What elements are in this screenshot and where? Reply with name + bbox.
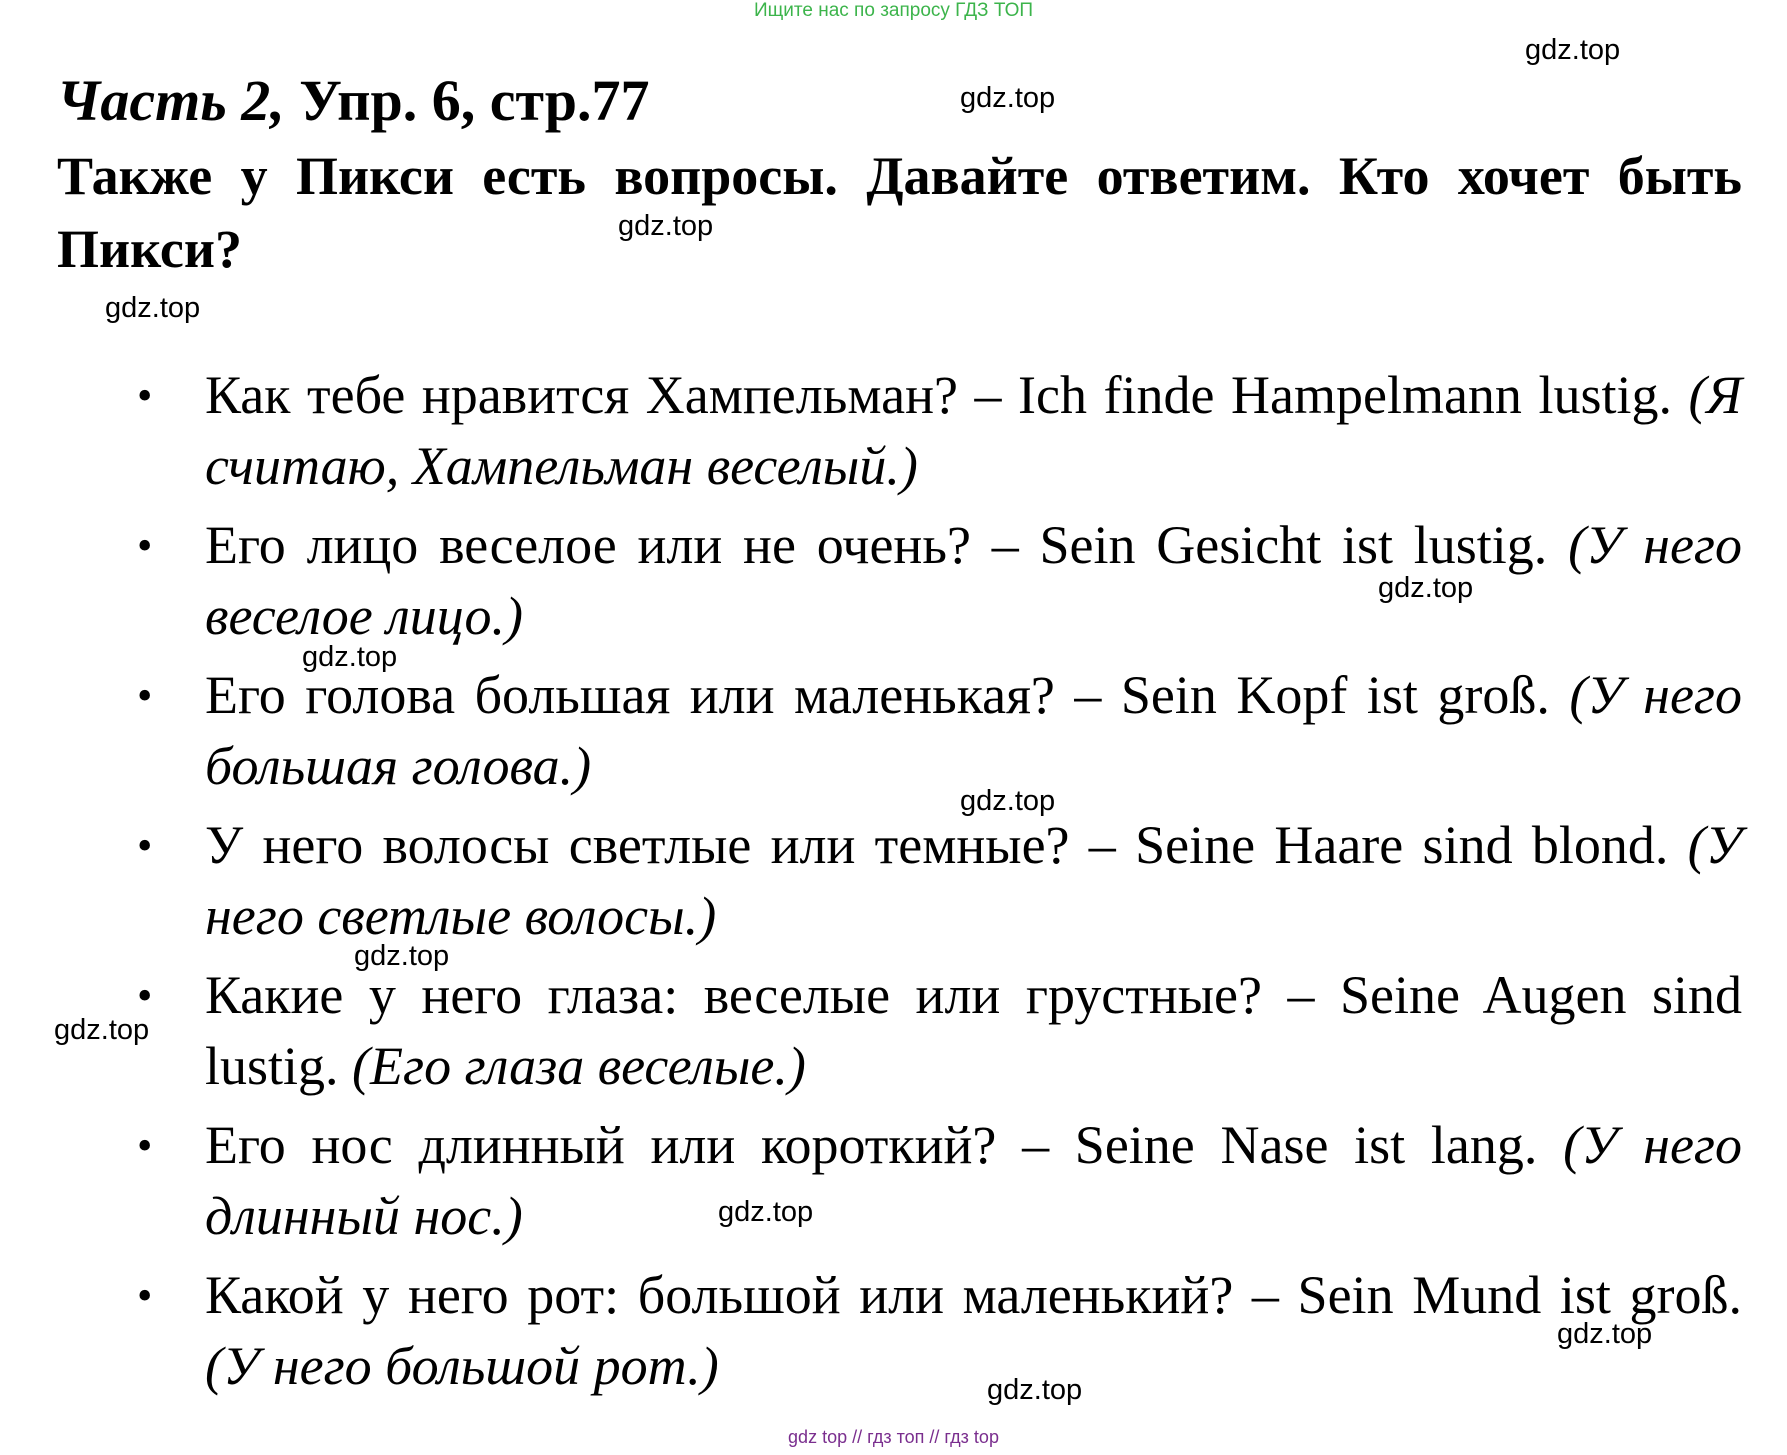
bullet-icon: • (137, 971, 153, 1020)
list-item (137, 960, 1742, 1102)
list-item (137, 1110, 1742, 1252)
title-part: Часть 2, (57, 68, 285, 133)
bullet-icon: • (137, 821, 153, 870)
question-answer: Его лицо веселое или не очень? – Sein Gesicht ist lustig. (205, 515, 1569, 575)
watermark: gdz.top (1525, 34, 1621, 66)
list-item (137, 360, 1742, 502)
bullet-icon: • (137, 1121, 153, 1170)
footer-watermark: gdz top // гдз топ // гдз top (788, 1427, 999, 1447)
top-banner: Ищите нас по запросу ГДЗ ТОП (753, 0, 1034, 21)
watermark: gdz.top (1557, 1318, 1653, 1350)
bullet-icon: • (137, 521, 153, 570)
translation: (У него веселое лицо.) (205, 515, 1742, 646)
list-item (137, 1260, 1742, 1402)
watermark: gdz.top (987, 1374, 1083, 1406)
bullet-icon: • (137, 371, 153, 420)
page-title (57, 66, 649, 136)
list-item (137, 810, 1742, 952)
qa-list (137, 360, 1742, 1410)
question-answer: У него волосы светлые или темные? – Seine Haare sind blond. (205, 815, 1688, 875)
question-answer: Какой у него рот: большой или маленький? – Sein Mund ist groß. (205, 1265, 1742, 1325)
watermark: gdz.top (1378, 572, 1474, 604)
watermark: gdz.top (54, 1014, 150, 1046)
watermark: gdz.top (105, 292, 201, 324)
translation: (У него большой рот.) (205, 1336, 719, 1396)
translation: (Его глаза веселые.) (352, 1036, 806, 1096)
watermark: gdz.top (354, 940, 450, 972)
list-item (137, 510, 1742, 652)
title-rest: Упр. 6, стр.77 (284, 68, 650, 133)
question-answer: Его голова большая или маленькая? – Sein Kopf ist groß. (205, 665, 1570, 725)
exercise-intro: Также у Пикси есть вопросы. Давайте ответим. Кто хочет быть Пикси? (57, 146, 1742, 279)
question-answer: Какие у него глаза: веселые или грустные? – Seine Augen sind lustig. (205, 965, 1742, 1096)
list-item (137, 660, 1742, 802)
watermark: gdz.top (960, 785, 1056, 817)
bullet-icon: • (137, 671, 153, 720)
watermark: gdz.top (618, 210, 714, 242)
watermark: gdz.top (960, 82, 1056, 114)
bullet-icon: • (137, 1271, 153, 1320)
translation: (Я считаю, Хампельман веселый.) (205, 365, 1742, 496)
watermark: gdz.top (302, 641, 398, 673)
translation: (У него длинный нос.) (205, 1115, 1742, 1246)
translation: (У него светлые волосы.) (205, 815, 1742, 946)
question-answer: Его нос длинный или короткий? – Seine Nase ist lang. (205, 1115, 1564, 1175)
translation: (У него большая голова.) (205, 665, 1742, 796)
watermark: gdz.top (718, 1196, 814, 1228)
question-answer: Как тебе нравится Хампельман? – Ich finde Hampelmann lustig. (205, 365, 1689, 425)
